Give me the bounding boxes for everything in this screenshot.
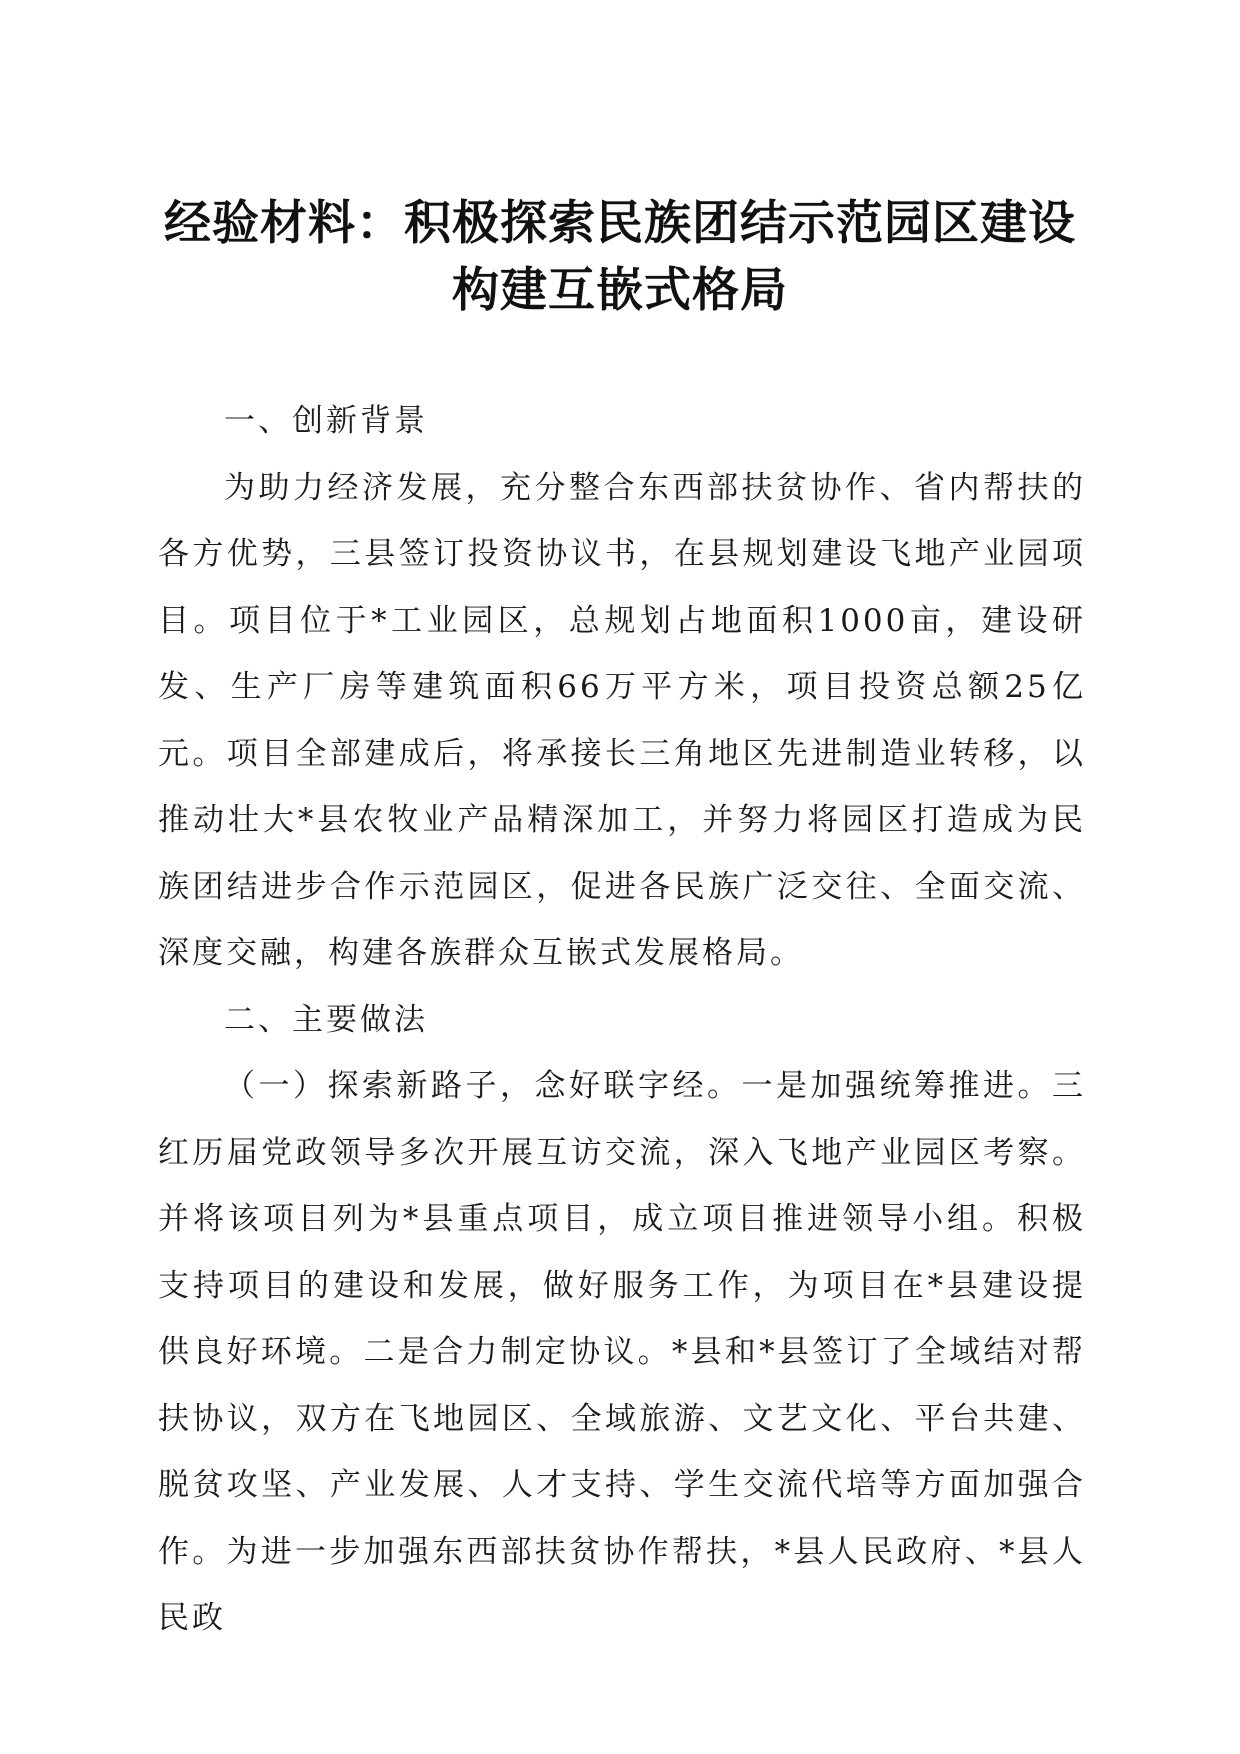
paragraph-background: 为助力经济发展，充分整合东西部扶贫协作、省内帮扶的各方优势，三县签订投资协议书，在县规划建设飞地产业园项目。项目位于*工业园区，总规划占地面积1000亩，建设研发、生产厂房等建筑面积66万平方米，项目投资总额25亿元。项目全部建成后，将承接长三角地区先进制造业转移，以推动壮大*县农牧业产品精深加工，并努力将园区打造成为民族团结进步合作示范园区，促进各民族广泛交往、全面交流、深度交融，构建各族群众互嵌式发展格局。 — [158, 469, 1086, 971]
section-heading-practices: 二、主要做法 — [224, 1001, 428, 1038]
paragraph-practices-1: （一）探索新路子，念好联字经。一是加强统筹推进。三红历届党政领导多次开展互访交流，深入飞地产业园区考察。并将该项目列为*县重点项目，成立项目推进领导小组。积极支持项目的建设和发展，做好服务工作，为项目在*县建设提供良好环境。二是合力制定协议。*县和*县签订了全域结对帮扶协议，双方在飞地园区、全域旅游、文艺文化、平台共建、脱贫攻坚、产业发展、人才支持、学生交流代培等方面加强合作。为进一步加强东西部扶贫协作帮扶，*县人民政府、*县人民政 — [158, 1068, 1086, 1636]
document-title-line-2: 构建互嵌式格局 — [452, 263, 788, 318]
document-title-line-1: 经验材料：积极探索民族团结示范园区建设 — [164, 196, 1076, 251]
document-body — [158, 388, 1086, 1652]
section-heading-background: 一、创新背景 — [224, 403, 428, 439]
